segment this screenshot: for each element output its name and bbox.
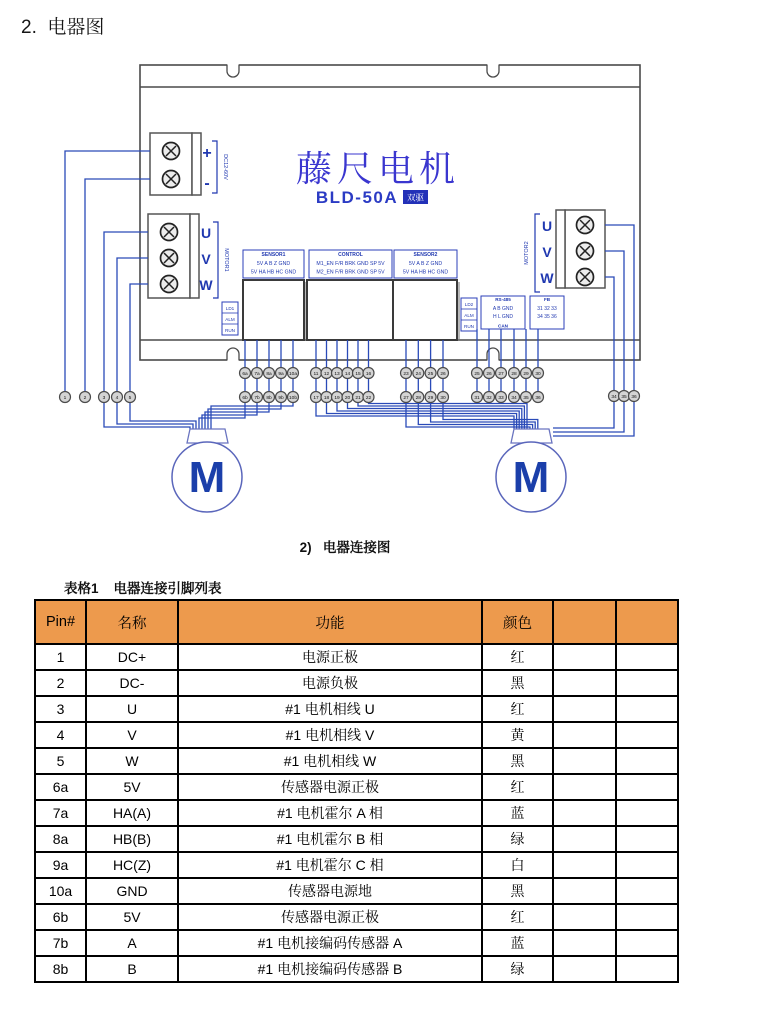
cell-name: GND	[86, 878, 178, 904]
ring-terminal	[311, 368, 322, 379]
ring-terminal-number: 16	[365, 371, 372, 377]
wire	[205, 403, 269, 429]
cell-empty2	[616, 696, 678, 722]
rs485-port	[481, 296, 525, 329]
ring-terminal-number: 3	[102, 395, 106, 401]
page-title: 2. 电器图	[21, 17, 105, 38]
ring-terminal-number: 5	[128, 395, 132, 401]
led2-indicator	[461, 298, 477, 331]
cell-name: HC(Z)	[86, 852, 178, 878]
ring-terminal	[353, 368, 364, 379]
ring-terminal	[240, 392, 251, 403]
cell-function: 电源负极	[178, 670, 482, 696]
cell-pin: 1	[35, 644, 86, 670]
ring-terminal-number: 27	[498, 371, 504, 377]
led1-run: RUN	[225, 328, 235, 333]
motor2-m-label: M	[512, 453, 550, 502]
cell-color: 黄	[482, 722, 553, 748]
cell-color: 红	[482, 774, 553, 800]
col-header-pin: Pin#	[35, 600, 86, 644]
cell-empty2	[616, 748, 678, 774]
ring-terminal-number: 9b	[278, 395, 284, 401]
ring-terminal-number: 30	[440, 395, 446, 401]
cell-empty2	[616, 956, 678, 982]
ring-terminal-number: 19	[334, 395, 340, 401]
wire	[199, 403, 245, 429]
cell-name: U	[86, 696, 178, 722]
ring-terminal	[629, 391, 640, 402]
ring-terminal	[276, 392, 287, 403]
top-notch-right	[487, 65, 499, 77]
motor1-connector-hat	[187, 429, 228, 443]
led1-indicator	[222, 302, 238, 335]
cell-name: DC-	[86, 670, 178, 696]
ring-terminal-number: 24	[415, 371, 421, 377]
cell-function: 传感器电源正极	[178, 904, 482, 930]
ring-terminal-number: 9a	[278, 371, 284, 377]
motor2-symbol	[496, 429, 566, 512]
control-row2: M2_EN F/R BRK GND SP 5V	[316, 269, 385, 276]
cell-empty1	[553, 930, 616, 956]
led2-title: LD2	[464, 302, 474, 307]
ring-terminal-number: 31	[474, 395, 480, 401]
ring-terminal-number: 26	[486, 371, 492, 377]
ring-terminal-number: 21	[355, 395, 361, 401]
cell-color: 蓝	[482, 930, 553, 956]
ring-terminal-number: 11	[313, 371, 319, 377]
table-row	[35, 670, 678, 696]
ring-terminal	[425, 368, 436, 379]
fb-row2: 34 35 36	[537, 314, 557, 320]
ring-terminal	[342, 368, 353, 379]
ring-terminal	[252, 368, 263, 379]
cell-empty1	[553, 826, 616, 852]
ring-terminal	[332, 368, 343, 379]
ring-terminal	[332, 392, 343, 403]
cell-name: DC+	[86, 644, 178, 670]
ring-terminal	[321, 368, 332, 379]
ring-terminal-number: 17	[313, 395, 319, 401]
cell-empty1	[553, 670, 616, 696]
ring-terminal-number: 7b	[254, 395, 260, 401]
sensor1-header	[243, 250, 304, 278]
cell-color: 蓝	[482, 800, 553, 826]
col-header-name: 名称	[86, 600, 178, 644]
cell-empty2	[616, 852, 678, 878]
cell-name: B	[86, 956, 178, 982]
table-header-row	[35, 600, 678, 644]
m2-v-label: V	[542, 244, 552, 260]
table-row	[35, 878, 678, 904]
cell-pin: 9a	[35, 852, 86, 878]
ring-terminal	[401, 392, 412, 403]
cell-function: #1 电机相线 V	[178, 722, 482, 748]
ring-terminal-number: 1	[63, 395, 67, 401]
rs485-row1: A B GND	[492, 306, 514, 312]
motor2-connector-hat	[511, 429, 552, 443]
can-label: CAN	[498, 323, 508, 329]
cell-color: 红	[482, 696, 553, 722]
cell-pin: 7b	[35, 930, 86, 956]
ring-terminal	[363, 392, 374, 403]
cell-empty1	[553, 696, 616, 722]
ring-terminal-number: 12	[323, 371, 330, 377]
table-row	[35, 748, 678, 774]
ring-terminal-number: 4	[115, 395, 119, 401]
sensor1-connector	[243, 280, 304, 340]
cell-color: 黑	[482, 748, 553, 774]
table-row	[35, 800, 678, 826]
col-header-empty1	[553, 600, 616, 644]
wire	[117, 403, 193, 429]
cell-color: 绿	[482, 826, 553, 852]
ring-terminal-number: 7a	[254, 371, 260, 377]
cell-pin: 8a	[35, 826, 86, 852]
cell-empty2	[616, 800, 678, 826]
ring-terminal	[240, 368, 251, 379]
ring-terminal-number: 36	[535, 395, 541, 401]
screw-icon	[161, 250, 178, 267]
table-row	[35, 722, 678, 748]
sensor1-row1: 5V A B Z GND	[256, 261, 291, 267]
cell-pin: 3	[35, 696, 86, 722]
control-connector	[307, 280, 393, 340]
ring-terminal	[521, 368, 532, 379]
table-row	[35, 696, 678, 722]
screw-icon	[161, 276, 178, 293]
cell-pin: 4	[35, 722, 86, 748]
cell-function: #1 电机霍尔 C 相	[178, 852, 482, 878]
pin-table-body	[35, 644, 678, 982]
screw-icon	[577, 217, 594, 234]
cell-function: #1 电机霍尔 A 相	[178, 800, 482, 826]
screw-icon	[577, 243, 594, 260]
control-header	[309, 250, 392, 278]
ring-terminal	[112, 392, 123, 403]
led1-title: LD1	[225, 306, 235, 311]
cell-function: #1 电机相线 W	[178, 748, 482, 774]
cell-empty2	[616, 722, 678, 748]
ring-terminal-number: 2	[83, 395, 87, 401]
ring-terminal-number: 35	[621, 394, 627, 400]
ring-terminal	[472, 392, 483, 403]
power-plus-label: +	[202, 145, 212, 162]
ring-terminal-number: 33	[498, 395, 504, 401]
m1-u-label: U	[200, 225, 212, 241]
cell-empty1	[553, 904, 616, 930]
cell-color: 白	[482, 852, 553, 878]
ring-terminal	[353, 392, 364, 403]
cell-empty2	[616, 930, 678, 956]
ring-terminal	[401, 368, 412, 379]
cell-name: HA(A)	[86, 800, 178, 826]
sensor2-row1: 5V A B Z GND	[408, 261, 443, 267]
power-range-label: DC12-60V	[222, 154, 228, 180]
cell-color: 黑	[482, 670, 553, 696]
motor1-name-label: MOTOR1	[223, 248, 229, 272]
motor2-name-label: MOTOR2	[524, 241, 530, 265]
bottom-notch-left	[227, 348, 239, 360]
ring-terminal-number: 30	[535, 371, 541, 377]
cell-empty2	[616, 670, 678, 696]
ring-terminal	[521, 392, 532, 403]
top-notch-left	[227, 65, 239, 77]
cell-pin: 6a	[35, 774, 86, 800]
led2-alm: ALM	[464, 313, 474, 318]
table-row	[35, 852, 678, 878]
cell-empty1	[553, 748, 616, 774]
col-header-empty2	[616, 600, 678, 644]
ring-terminal-number: 13	[334, 371, 340, 377]
cell-name: HB(B)	[86, 826, 178, 852]
ring-terminal	[413, 368, 424, 379]
dual-drive-badge-text: 双驱	[406, 192, 425, 203]
ring-terminal-number: 27	[403, 395, 409, 401]
cell-empty2	[616, 644, 678, 670]
fb-row1: 31 32 33	[537, 306, 557, 312]
cell-function: 传感器电源地	[178, 878, 482, 904]
ring-terminal	[496, 368, 507, 379]
sensor1-row2: 5V HA HB HC GND	[250, 269, 297, 276]
cell-name: 5V	[86, 904, 178, 930]
cell-empty2	[616, 904, 678, 930]
pin-table	[34, 599, 679, 983]
m2-w-label: W	[540, 270, 554, 286]
ring-terminal	[321, 392, 332, 403]
rs485-row2: H L GND	[492, 314, 514, 320]
col-header-function: 功能	[178, 600, 482, 644]
table-row	[35, 904, 678, 930]
ring-terminal-number: 20	[344, 395, 351, 401]
wire	[130, 403, 196, 429]
ring-terminal-number: 28	[415, 395, 421, 401]
table-title: 表格1 电器连接引脚列表	[64, 581, 222, 596]
power-minus-label: -	[204, 175, 210, 192]
ring-terminal-number: 8b	[266, 395, 272, 401]
cell-pin: 6b	[35, 904, 86, 930]
ring-terminal-number: 8a	[266, 371, 272, 377]
ring-terminal	[276, 368, 287, 379]
m1-w-label: W	[199, 277, 213, 293]
ring-terminal	[619, 391, 630, 402]
ring-terminal-number: 6b	[242, 395, 248, 401]
cell-function: #1 电机接编码传感器 B	[178, 956, 482, 982]
table-row	[35, 826, 678, 852]
ring-terminal-number: 32	[486, 395, 492, 401]
ring-terminal-number: 35	[523, 395, 529, 401]
led1-alm: ALM	[225, 317, 235, 322]
cell-empty1	[553, 722, 616, 748]
control-row1: M1_EN F/R BRK GND SP 5V	[316, 261, 385, 267]
wire	[202, 403, 257, 429]
ring-terminal	[80, 392, 91, 403]
ring-terminal	[484, 368, 495, 379]
ring-terminal-number: 26	[440, 371, 446, 377]
ring-terminal	[609, 391, 620, 402]
cell-name: 5V	[86, 774, 178, 800]
cell-empty2	[616, 826, 678, 852]
ring-terminal-number: 25	[427, 371, 434, 377]
ring-terminal-number: 29	[523, 371, 529, 377]
table-row	[35, 774, 678, 800]
screw-icon	[577, 269, 594, 286]
ring-terminal	[533, 392, 544, 403]
sensor2-connector	[393, 280, 457, 340]
bottom-connectors	[243, 280, 460, 340]
ring-terminal-number: 15	[355, 371, 361, 377]
m1-v-label: V	[201, 251, 211, 267]
fb-title: FB	[543, 297, 551, 302]
table-row	[35, 956, 678, 982]
cell-name: A	[86, 930, 178, 956]
rs485-title: RS-485	[495, 297, 511, 302]
terminal-rings	[60, 368, 640, 403]
screw-icon	[161, 224, 178, 241]
ring-terminal	[264, 392, 275, 403]
wire	[65, 151, 150, 391]
fb-port	[530, 296, 564, 329]
motor1-m-label: M	[188, 453, 226, 502]
cell-color: 红	[482, 904, 553, 930]
control-title: CONTROL	[338, 252, 363, 258]
sensor2-title: SENSOR2	[413, 252, 438, 258]
cell-pin: 10a	[35, 878, 86, 904]
ring-terminal	[472, 368, 483, 379]
ring-terminal	[533, 368, 544, 379]
ring-terminal-number: 34	[611, 394, 617, 400]
motor1-symbol	[172, 429, 242, 512]
ring-terminal	[125, 392, 136, 403]
led2-run: RUN	[464, 324, 474, 329]
cell-color: 红	[482, 644, 553, 670]
cell-empty1	[553, 800, 616, 826]
cell-name: W	[86, 748, 178, 774]
ring-terminal-number: 6a	[242, 371, 248, 377]
cell-name: V	[86, 722, 178, 748]
cell-empty2	[616, 774, 678, 800]
ring-terminal	[363, 368, 374, 379]
ring-terminal	[438, 368, 449, 379]
model-text: BLD-50A	[315, 188, 399, 207]
ring-terminal	[60, 392, 71, 403]
cell-pin: 2	[35, 670, 86, 696]
table-row	[35, 930, 678, 956]
ring-terminal-number: 10b	[288, 395, 298, 401]
cell-color: 绿	[482, 956, 553, 982]
cell-function: 传感器电源正极	[178, 774, 482, 800]
ring-terminal	[413, 392, 424, 403]
ring-terminal	[252, 392, 263, 403]
ring-terminal	[288, 392, 299, 403]
ring-terminal-number: 34	[511, 395, 517, 401]
cell-empty1	[553, 774, 616, 800]
figure-caption: 2) 电器连接图	[299, 540, 391, 555]
cell-empty2	[616, 878, 678, 904]
ring-terminal	[99, 392, 110, 403]
ring-terminal	[509, 368, 520, 379]
sensor2-header	[394, 250, 457, 278]
m2-u-label: U	[541, 218, 553, 234]
ring-terminal-number: 28	[511, 371, 517, 377]
ring-terminal	[288, 368, 299, 379]
ring-terminal-number: 18	[323, 395, 330, 401]
ring-terminal	[496, 392, 507, 403]
cell-empty1	[553, 956, 616, 982]
cell-pin: 5	[35, 748, 86, 774]
ring-terminal	[264, 368, 275, 379]
ring-terminal	[509, 392, 520, 403]
sensor1-title: SENSOR1	[261, 252, 286, 258]
cell-empty1	[553, 852, 616, 878]
ring-terminal-number: 23	[403, 371, 409, 377]
ring-terminal-number: 14	[344, 371, 351, 377]
ring-terminal-number: 22	[365, 395, 372, 401]
ring-terminal-number: 36	[631, 394, 637, 400]
cell-color: 黑	[482, 878, 553, 904]
cell-pin: 7a	[35, 800, 86, 826]
screw-icon	[163, 143, 180, 160]
ring-terminal	[484, 392, 495, 403]
cell-function: #1 电机接编码传感器 A	[178, 930, 482, 956]
cell-pin: 8b	[35, 956, 86, 982]
cell-function: 电源正极	[178, 644, 482, 670]
ring-terminal-number: 29	[427, 395, 434, 401]
table-row	[35, 644, 678, 670]
cell-empty1	[553, 644, 616, 670]
col-header-color: 颜色	[482, 600, 553, 644]
ring-terminal-number: 10a	[288, 371, 298, 377]
cell-function: #1 电机相线 U	[178, 696, 482, 722]
screw-icon	[163, 171, 180, 188]
sensor2-row2: 5V HA HB HC GND	[402, 269, 449, 276]
ring-terminal	[311, 392, 322, 403]
ring-terminal	[438, 392, 449, 403]
ring-terminal-number: 25	[474, 371, 480, 377]
ring-terminal	[425, 392, 436, 403]
cell-function: #1 电机霍尔 B 相	[178, 826, 482, 852]
brand-text: 藤尺电机	[295, 149, 461, 189]
cell-empty1	[553, 878, 616, 904]
ring-terminal	[342, 392, 353, 403]
